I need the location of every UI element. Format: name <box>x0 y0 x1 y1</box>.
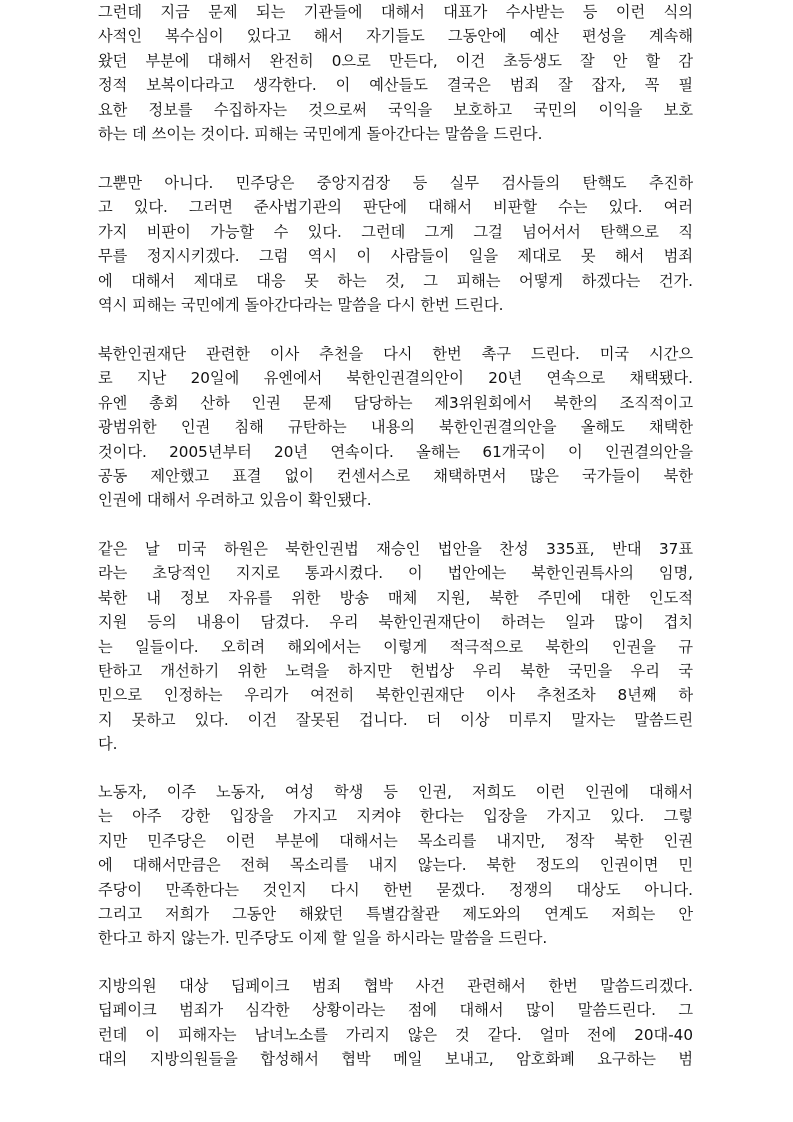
text-line: 다. <box>98 735 118 754</box>
text-line: 지 못하고 있다. 이건 잘못된 겁니다. 더 이상 미루지 말자는 말씀드린 <box>98 710 693 729</box>
paragraph-1 <box>98 0 693 146</box>
text-line: 북한 내 정보 자유를 위한 방송 매체 지원, 북한 주민에 대한 인도적 <box>98 588 693 607</box>
text-line: 민으로 인정하는 우리가 여전히 북한인권재단 이사 추천조차 8년째 하 <box>98 686 693 705</box>
text-line: 사적인 복수심이 있다고 해서 자기들도 그동안에 예산 편성을 계속해 <box>98 27 693 46</box>
text-line: 요한 정보를 수집하자는 것으로써 국익을 보호하고 국민의 이익을 보호 <box>98 100 693 119</box>
text-line: 는 일들이다. 오히려 해외에서는 이렇게 적극적으로 북한의 인권을 규 <box>98 637 693 656</box>
text-line: 북한인권재단 관련한 이사 추천을 다시 한번 촉구 드린다. 미국 시간으 <box>98 345 693 363</box>
text-line: 가지 비판이 가능할 수 있다. 그런데 그게 그걸 넘어서서 탄핵으로 직 <box>98 222 693 241</box>
text-line: 는 아주 강한 입장을 가지고 지켜야 한다는 입장을 가지고 있다. 그렇 <box>98 807 693 826</box>
text-line: 탄하고 개선하기 위한 노력을 하지만 헌법상 우리 북한 국민을 우리 국 <box>98 661 693 680</box>
text-line: 지원 등의 내용이 담겼다. 우리 북한인권재단이 하려는 일과 많이 겹치 <box>98 613 693 632</box>
text-line: 공동 제안했고 표결 없이 컨센서스로 채택하면서 많은 국가들이 북한 <box>98 466 693 485</box>
text-line: 무를 정지시키겠다. 그럼 역시 이 사람들이 일을 제대로 못 해서 범죄 <box>98 247 693 266</box>
text-line: 지방의원 대상 딥페이크 범죄 협박 사건 관련해서 한번 말씀드리겠다. <box>98 977 693 995</box>
text-line: 것이다. 2005년부터 20년 연속이다. 올해는 61개국이 이 인권결의안을 <box>98 442 693 461</box>
text-line: 같은 날 미국 하원은 북한인권법 재승인 법안을 찬성 335표, 반대 37표 <box>98 540 693 558</box>
text-line: 딥페이크 범죄가 심각한 상황이라는 점에 대해서 많이 말씀드린다. 그 <box>98 1001 693 1020</box>
text-line: 그런데 지금 문제 되는 기관들에 대해서 대표가 수사받는 등 이런 식의 <box>98 3 693 21</box>
text-line: 역시 피해는 국민에게 돌아간다라는 말씀을 다시 한번 드린다. <box>98 295 504 314</box>
text-line: 인권에 대해서 우려하고 있음이 확인됐다. <box>98 491 372 510</box>
text-line: 왔던 부분에 대해서 완전히 0으로 만든다, 이건 초등생도 잘 안 할 감 <box>98 51 693 70</box>
text-line: 주당이 만족한다는 것인지 다시 한번 묻겠다. 정쟁의 대상도 아니다. <box>98 880 693 899</box>
text-line: 유엔 총회 산하 인권 문제 담당하는 제3위원회에서 북한의 조직적이고 <box>98 393 693 412</box>
text-line: 정적 보복이다라고 생각한다. 이 예산들도 결국은 범죄 잘 잡자, 꼭 필 <box>98 76 693 95</box>
text-line: 로 지난 20일에 유엔에서 북한인권결의안이 20년 연속으로 채택됐다. <box>98 369 693 388</box>
text-line: 하는 데 쓰이는 것이다. 피해는 국민에게 돌아간다는 말씀을 드린다. <box>98 124 543 143</box>
text-line: 한다고 하지 않는가. 민주당도 이제 할 일을 하시라는 말씀을 드린다. <box>98 929 548 948</box>
text-line: 그리고 저희가 그동안 해왔던 특별감찰관 제도와의 연계도 저희는 안 <box>98 904 693 923</box>
text-line: 광범위한 인권 침해 규탄하는 내용의 북한인권결의안을 올해도 채택한 <box>98 418 693 437</box>
paragraph-3 <box>98 342 693 513</box>
paragraph-4 <box>98 537 693 757</box>
text-line: 그뿐만 아니다. 민주당은 중앙지검장 등 실무 검사들의 탄핵도 추진하 <box>98 174 693 192</box>
text-line: 고 있다. 그러면 준사법기관의 판단에 대해서 비판할 수는 있다. 여러 <box>98 198 693 217</box>
text-line: 라는 초당적인 지지로 통과시켰다. 이 법안에는 북한인권특사의 임명, <box>98 564 693 583</box>
text-line: 런데 이 피해자는 남녀노소를 가리지 않은 것 같다. 얼마 전에 20대-40 <box>98 1025 693 1044</box>
text-line: 대의 지방의원들을 합성해서 협박 메일 보내고, 암호화폐 요구하는 범 <box>98 1050 693 1069</box>
text-line: 지만 민주당은 이런 부분에 대해서는 목소리를 내지만, 정작 북한 인권 <box>98 831 693 850</box>
text-line: 에 대해서 제대로 대응 못 하는 것, 그 피해는 어떻게 하겠다는 건가. <box>98 271 693 290</box>
paragraph-6 <box>98 974 693 1072</box>
paragraph-2 <box>98 171 693 317</box>
paragraph-5 <box>98 780 693 951</box>
text-line: 에 대해서만큼은 전혀 목소리를 내지 않는다. 북한 정도의 인권이면 민 <box>98 856 693 875</box>
text-line: 노동자, 이주 노동자, 여성 학생 등 인권, 저희도 이런 인권에 대해서 <box>98 783 693 801</box>
